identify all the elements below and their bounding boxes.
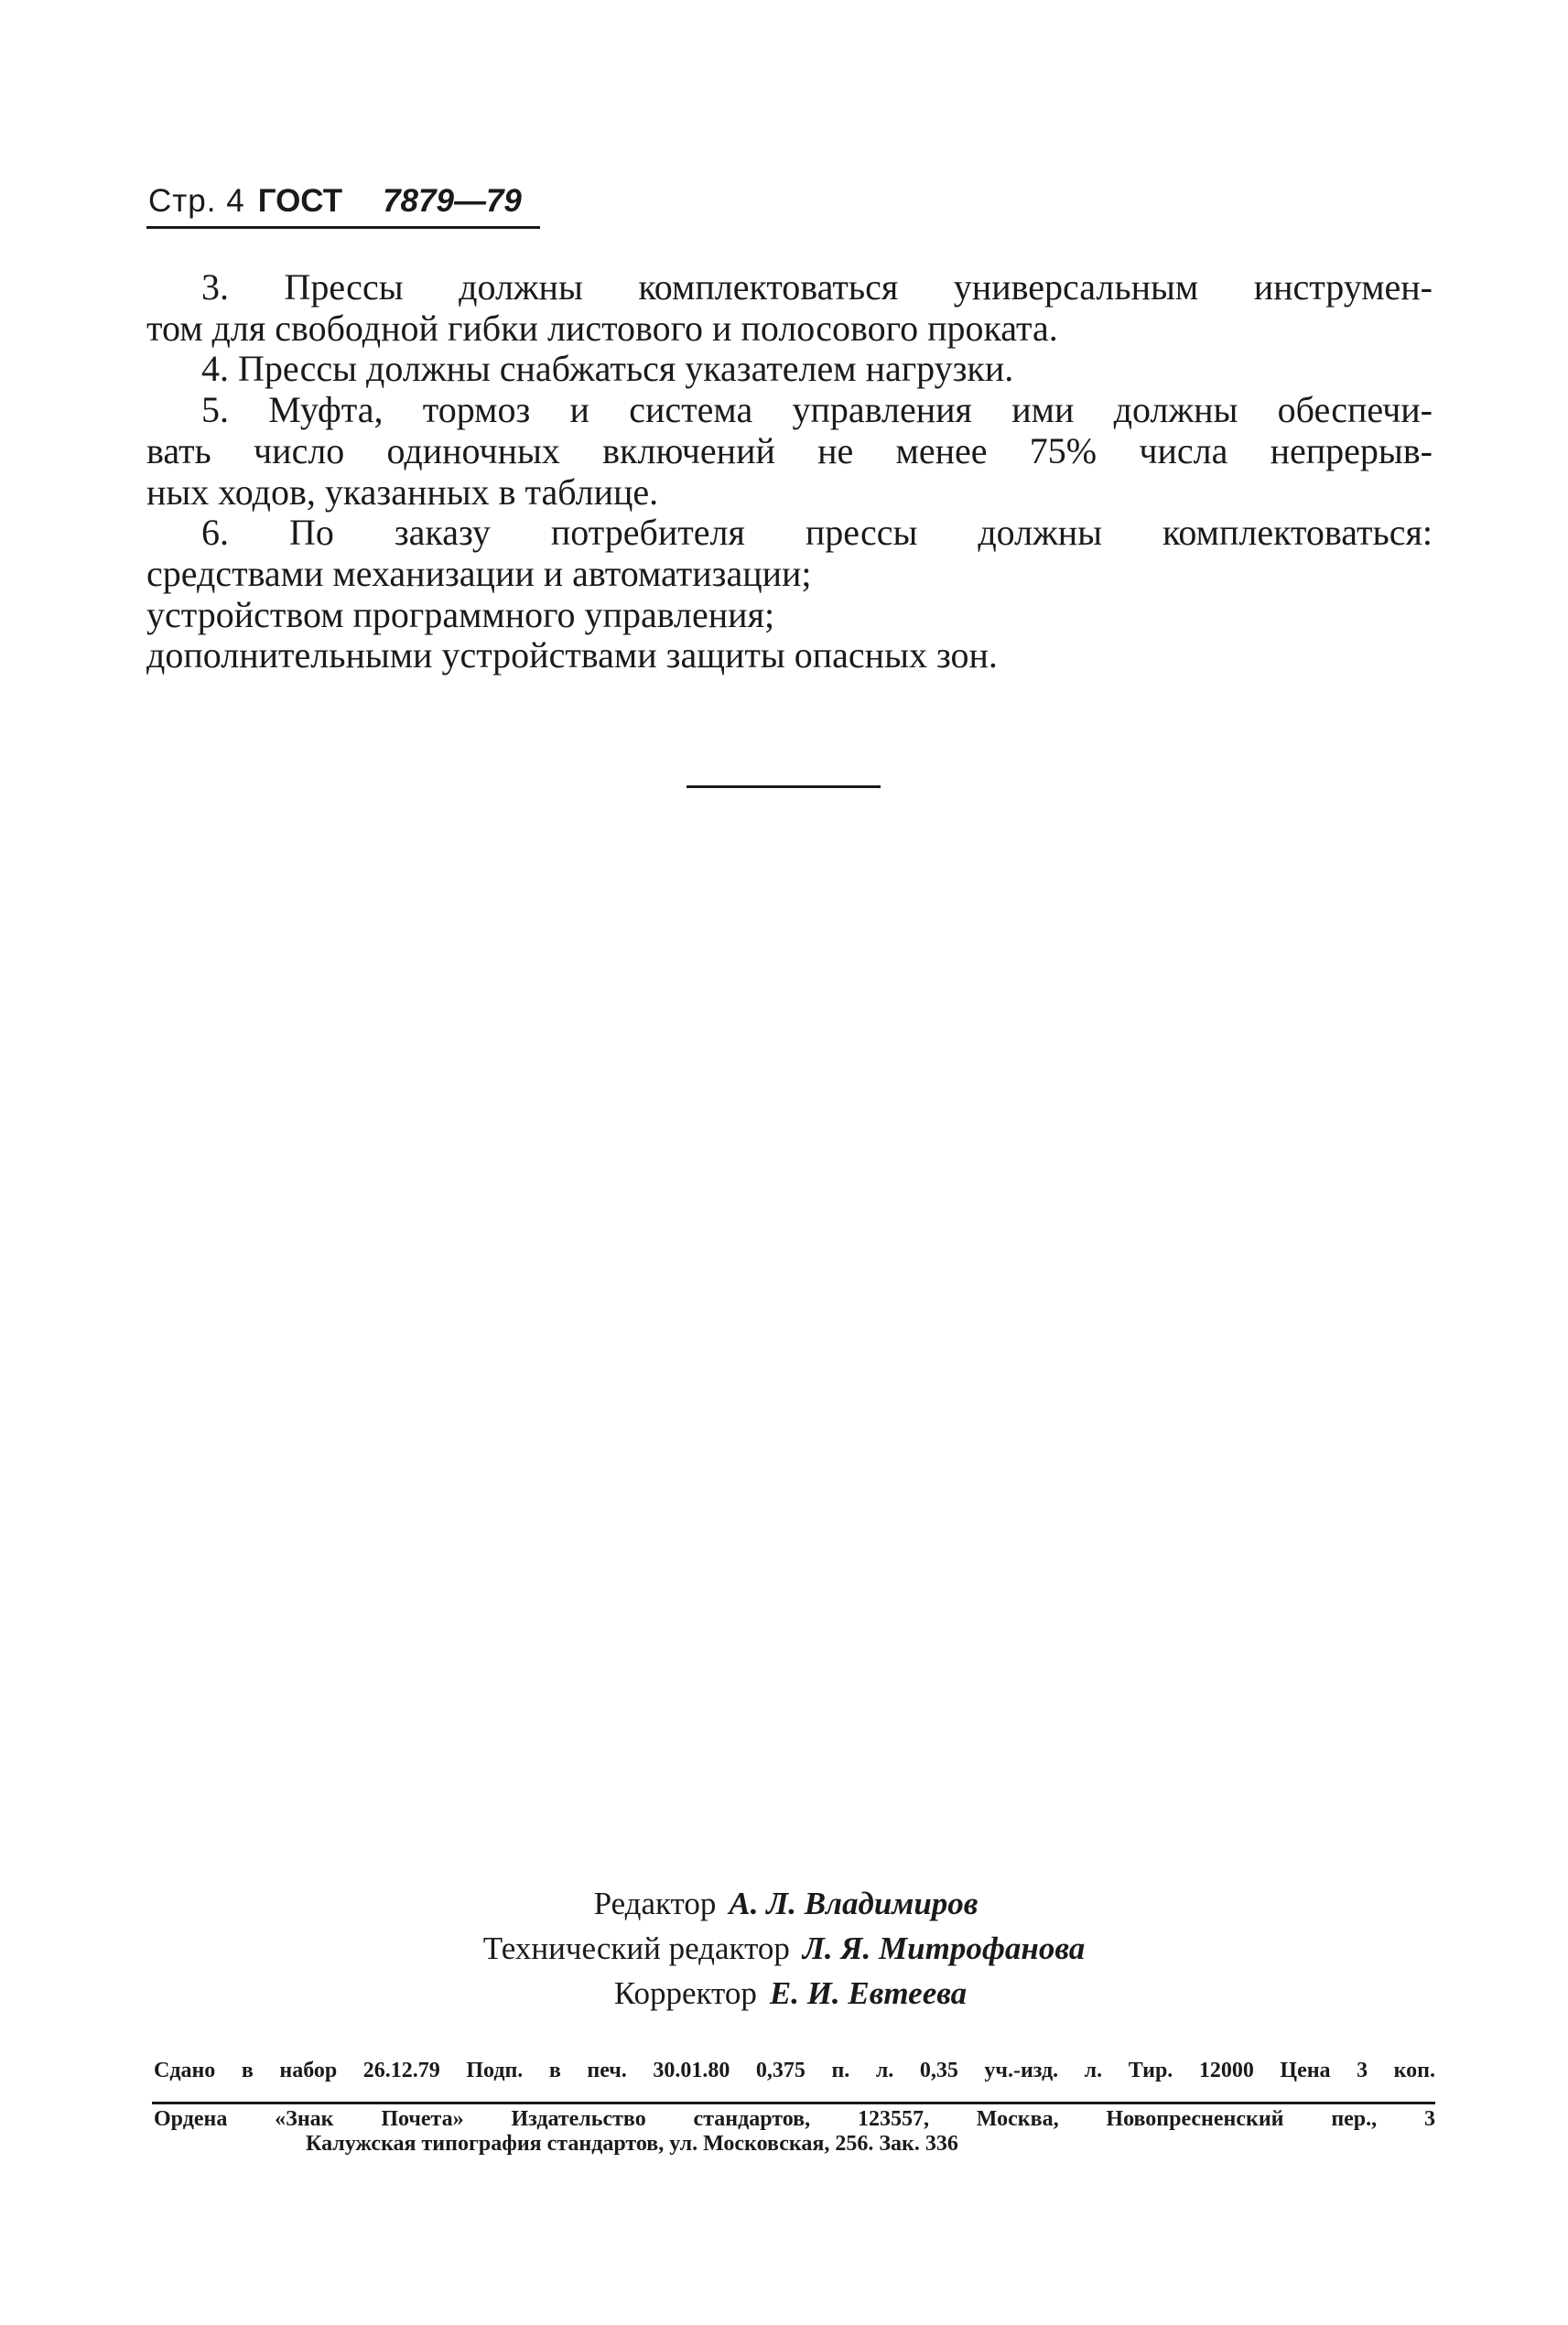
body-line: дополнительными устройствами защиты опасных зон. <box>146 634 998 676</box>
header-underline <box>146 226 540 229</box>
corrector-line <box>0 1971 1568 2016</box>
body-text <box>146 266 1433 676</box>
body-line: вать число одиночных включений не менее 75% числа непрерыв- <box>146 429 1433 471</box>
tech-editor-line <box>0 1926 1568 1971</box>
tech-editor-role: Технический редактор <box>482 1930 790 1966</box>
body-line: 3. Прессы должны комплектоваться универсальным инструмен- <box>201 266 1433 308</box>
credits-block <box>0 1881 1568 2016</box>
body-line: средствами механизации и автоматизации; <box>146 552 812 594</box>
corrector-role: Корректор <box>613 1975 757 2011</box>
standard-label: ГОСТ <box>257 183 343 219</box>
corrector-name: Е. И. Евтеева <box>769 1975 968 2011</box>
publisher-line: Ордена «Знак Почета» Издательство стандартов, 123557, Москва, Новопресненский пер., 3 <box>154 2107 1435 2131</box>
editor-name: А. Л. Владимиров <box>729 1886 979 1921</box>
body-line: устройством программного управления; <box>146 593 775 635</box>
printer-line: Калужская типография стандартов, ул. Московская, 256. Зак. 336 <box>306 2132 958 2156</box>
editor-role: Редактор <box>593 1886 717 1921</box>
editor-line <box>0 1881 1568 1926</box>
section-separator <box>687 785 881 788</box>
body-line: том для свободной гибки листового и полосового проката. <box>146 307 1058 349</box>
tech-editor-name: Л. Я. Митрофанова <box>802 1930 1086 1966</box>
page-header <box>148 183 522 220</box>
body-line: 5. Муфта, тормоз и система управления ими должны обеспечи- <box>201 389 1433 431</box>
body-line: 6. По заказу потребителя прессы должны комплектоваться: <box>201 512 1433 554</box>
page-label: Стр. 4 <box>148 183 245 219</box>
body-line: ных ходов, указанных в таблице. <box>146 470 659 513</box>
standard-number: 7879—79 <box>383 183 522 219</box>
print-details: Сдано в набор 26.12.79 Подп. в печ. 30.01.80 0,375 п. л. 0,35 уч.-изд. л. Тир. 12000 Цена 3 коп. <box>154 2059 1435 2082</box>
publisher-info <box>154 2107 1435 2157</box>
imprint-rule <box>152 2102 1435 2104</box>
body-line: 4. Прессы должны снабжаться указателем нагрузки. <box>201 348 1014 390</box>
